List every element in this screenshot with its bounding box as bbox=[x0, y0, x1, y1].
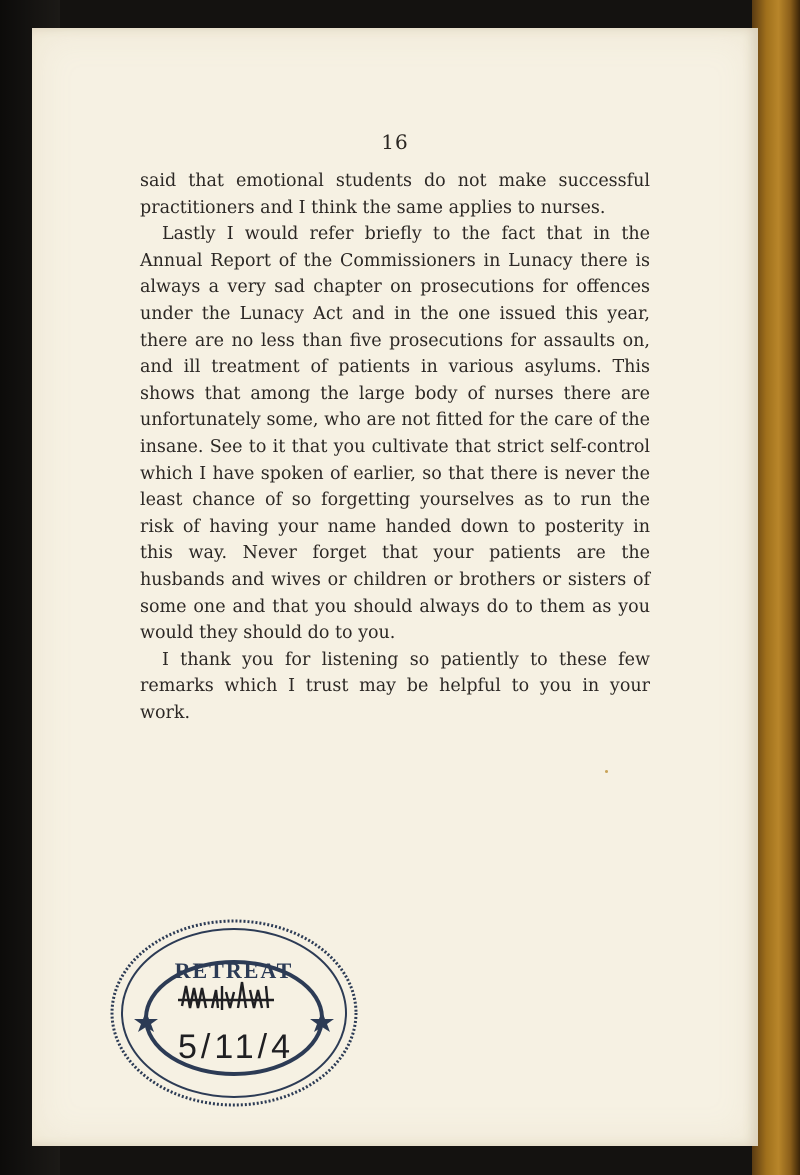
library-stamp bbox=[104, 908, 364, 1118]
book-page bbox=[32, 28, 758, 1146]
page-number: 16 bbox=[381, 130, 409, 154]
page-body bbox=[140, 168, 650, 726]
paragraph-2: Lastly I would refer briefly to the fact that in the Annual Report of the Commissioners in Lunacy there is always a very sad chapter on prosecutions for offences under the Lunacy Act and in the one issued this year, there are no less than five prosecutions for assaults on, and ill treatment of patients in various asylums. This shows that among the large body of nurses there are unfortunately some, who are not fitted for the care of the insane. See to it that you cultivate that strict self-control which I have spoken of earlier, so that there is never the least chance of so forgetting yourselves as to run the risk of having your name handed down to posterity in this way. Never forget that your patients are the husbands and wives or children or brothers or sisters of some one and that you should always do to them as you would they should do to you. bbox=[140, 224, 650, 644]
paragraph-1: said that emotional students do not make successful practitioners and I think the same applies to nurses. bbox=[140, 171, 650, 218]
signature-scribble-icon bbox=[178, 982, 274, 1010]
stamp-date: 5/11/4 bbox=[177, 1028, 295, 1066]
speck-mark bbox=[605, 770, 608, 773]
stamp-label: RETREAT bbox=[174, 958, 294, 983]
book-spine-edge bbox=[752, 0, 800, 1175]
paragraph-3: I thank you for listening so patiently to these few remarks which I trust may be helpful to you in your work. bbox=[140, 649, 650, 723]
